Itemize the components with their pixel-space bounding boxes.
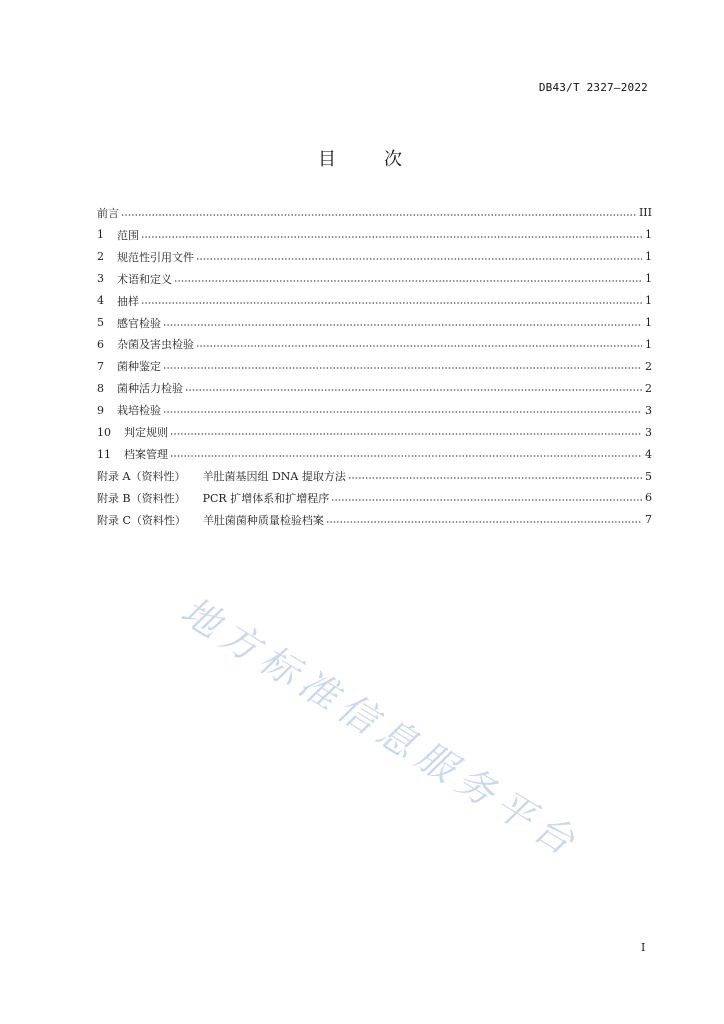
dot-leader	[174, 275, 642, 283]
toc-entry-page: 7	[645, 513, 652, 527]
toc-entry-label: 杂菌及害虫检验	[117, 338, 194, 352]
dot-leader	[163, 319, 642, 327]
toc-entry-3[interactable]	[97, 268, 652, 290]
dot-leader	[163, 362, 642, 370]
watermark: 地方标准信息服务平台	[173, 588, 589, 868]
toc-entry-label: 术语和定义	[117, 272, 172, 286]
dot-leader	[196, 340, 642, 348]
toc-entry-number: 10	[97, 425, 111, 439]
toc-entry-page: 1	[645, 228, 652, 242]
toc-entry-page: 1	[645, 294, 652, 308]
toc-entry-page: 3	[645, 403, 652, 417]
toc-entry-page: 1	[645, 250, 652, 264]
toc-entry-page: 6	[645, 491, 652, 505]
dot-leader	[141, 297, 642, 305]
appendix-title: PCR 扩增体系和扩增程序	[202, 491, 330, 505]
toc-entry-page: 4	[645, 447, 652, 461]
toc-entry-number: 11	[97, 447, 111, 461]
toc-entry-label: 感官检验	[117, 316, 161, 330]
toc-entry-label: 判定规则	[124, 426, 168, 440]
toc-entry-number: 4	[97, 294, 104, 308]
toc-entry-page: 1	[645, 316, 652, 330]
toc-entry-page: 1	[645, 272, 652, 286]
page-title: 目 次	[318, 149, 406, 170]
dot-leader	[170, 450, 642, 458]
appendix-label: 附录 B（资料性）	[97, 491, 186, 505]
toc-entry-number: 6	[97, 337, 104, 351]
toc-entry-1[interactable]	[97, 224, 652, 246]
toc-entry-page: 3	[645, 425, 652, 439]
dot-leader	[121, 209, 636, 217]
appendix-title: 羊肚菌菌种质量检验档案	[202, 513, 324, 527]
toc-entry-label: 抽样	[117, 294, 139, 308]
toc-entry-page: 2	[645, 359, 652, 373]
toc-entry-page: III	[638, 206, 652, 220]
toc-entry-7[interactable]	[97, 355, 652, 377]
dot-leader	[196, 253, 642, 261]
appendix-title: 羊肚菌基因组 DNA 提取方法	[202, 470, 346, 484]
toc-entry-appendix-a[interactable]	[97, 465, 652, 487]
toc-entry-11[interactable]	[97, 443, 652, 465]
toc-entry-label: 前言	[97, 206, 119, 220]
toc-entry-label: 范围	[117, 228, 139, 242]
toc-entry-6[interactable]	[97, 334, 652, 356]
toc-entry-label: 规范性引用文件	[117, 250, 194, 264]
toc-entry-number: 5	[97, 316, 104, 330]
toc-entry-number: 1	[97, 228, 104, 242]
dot-leader	[326, 516, 642, 524]
toc-entry-page: 1	[645, 337, 652, 351]
dot-leader	[163, 406, 642, 414]
dot-leader	[331, 494, 642, 502]
footer-page-number: I	[641, 941, 646, 954]
toc-entry-label: 菌种鉴定	[117, 360, 161, 374]
dot-leader	[170, 428, 642, 436]
dot-leader	[185, 384, 642, 392]
dot-leader	[348, 472, 642, 480]
toc-entry-10[interactable]	[97, 421, 652, 443]
toc-entry-appendix-b[interactable]	[97, 487, 652, 509]
toc-entry-4[interactable]	[97, 290, 652, 312]
toc-entry-number: 3	[97, 272, 104, 286]
toc-entry-appendix-c[interactable]	[97, 509, 652, 531]
toc-entry-page: 5	[645, 469, 652, 483]
appendix-label: 附录 C（资料性）	[97, 513, 186, 527]
toc-entry-label: 菌种活力检验	[117, 382, 183, 396]
toc-entry-8[interactable]	[97, 377, 652, 399]
toc-entry-number: 9	[97, 403, 104, 417]
toc-entry-9[interactable]	[97, 399, 652, 421]
toc-entry-number: 2	[97, 250, 104, 264]
document-code: DB43/T 2327—2022	[538, 81, 648, 94]
table-of-contents	[97, 202, 652, 531]
toc-entry-number: 8	[97, 381, 104, 395]
dot-leader	[141, 231, 642, 239]
toc-entry-number: 7	[97, 359, 104, 373]
toc-entry-label: 栽培检验	[117, 404, 161, 418]
toc-entry-5[interactable]	[97, 312, 652, 334]
toc-entry-label: 档案管理	[124, 448, 168, 462]
appendix-label: 附录 A（资料性）	[97, 470, 186, 484]
toc-entry-2[interactable]	[97, 246, 652, 268]
toc-entry-foreword[interactable]	[97, 202, 652, 224]
toc-entry-page: 2	[645, 381, 652, 395]
